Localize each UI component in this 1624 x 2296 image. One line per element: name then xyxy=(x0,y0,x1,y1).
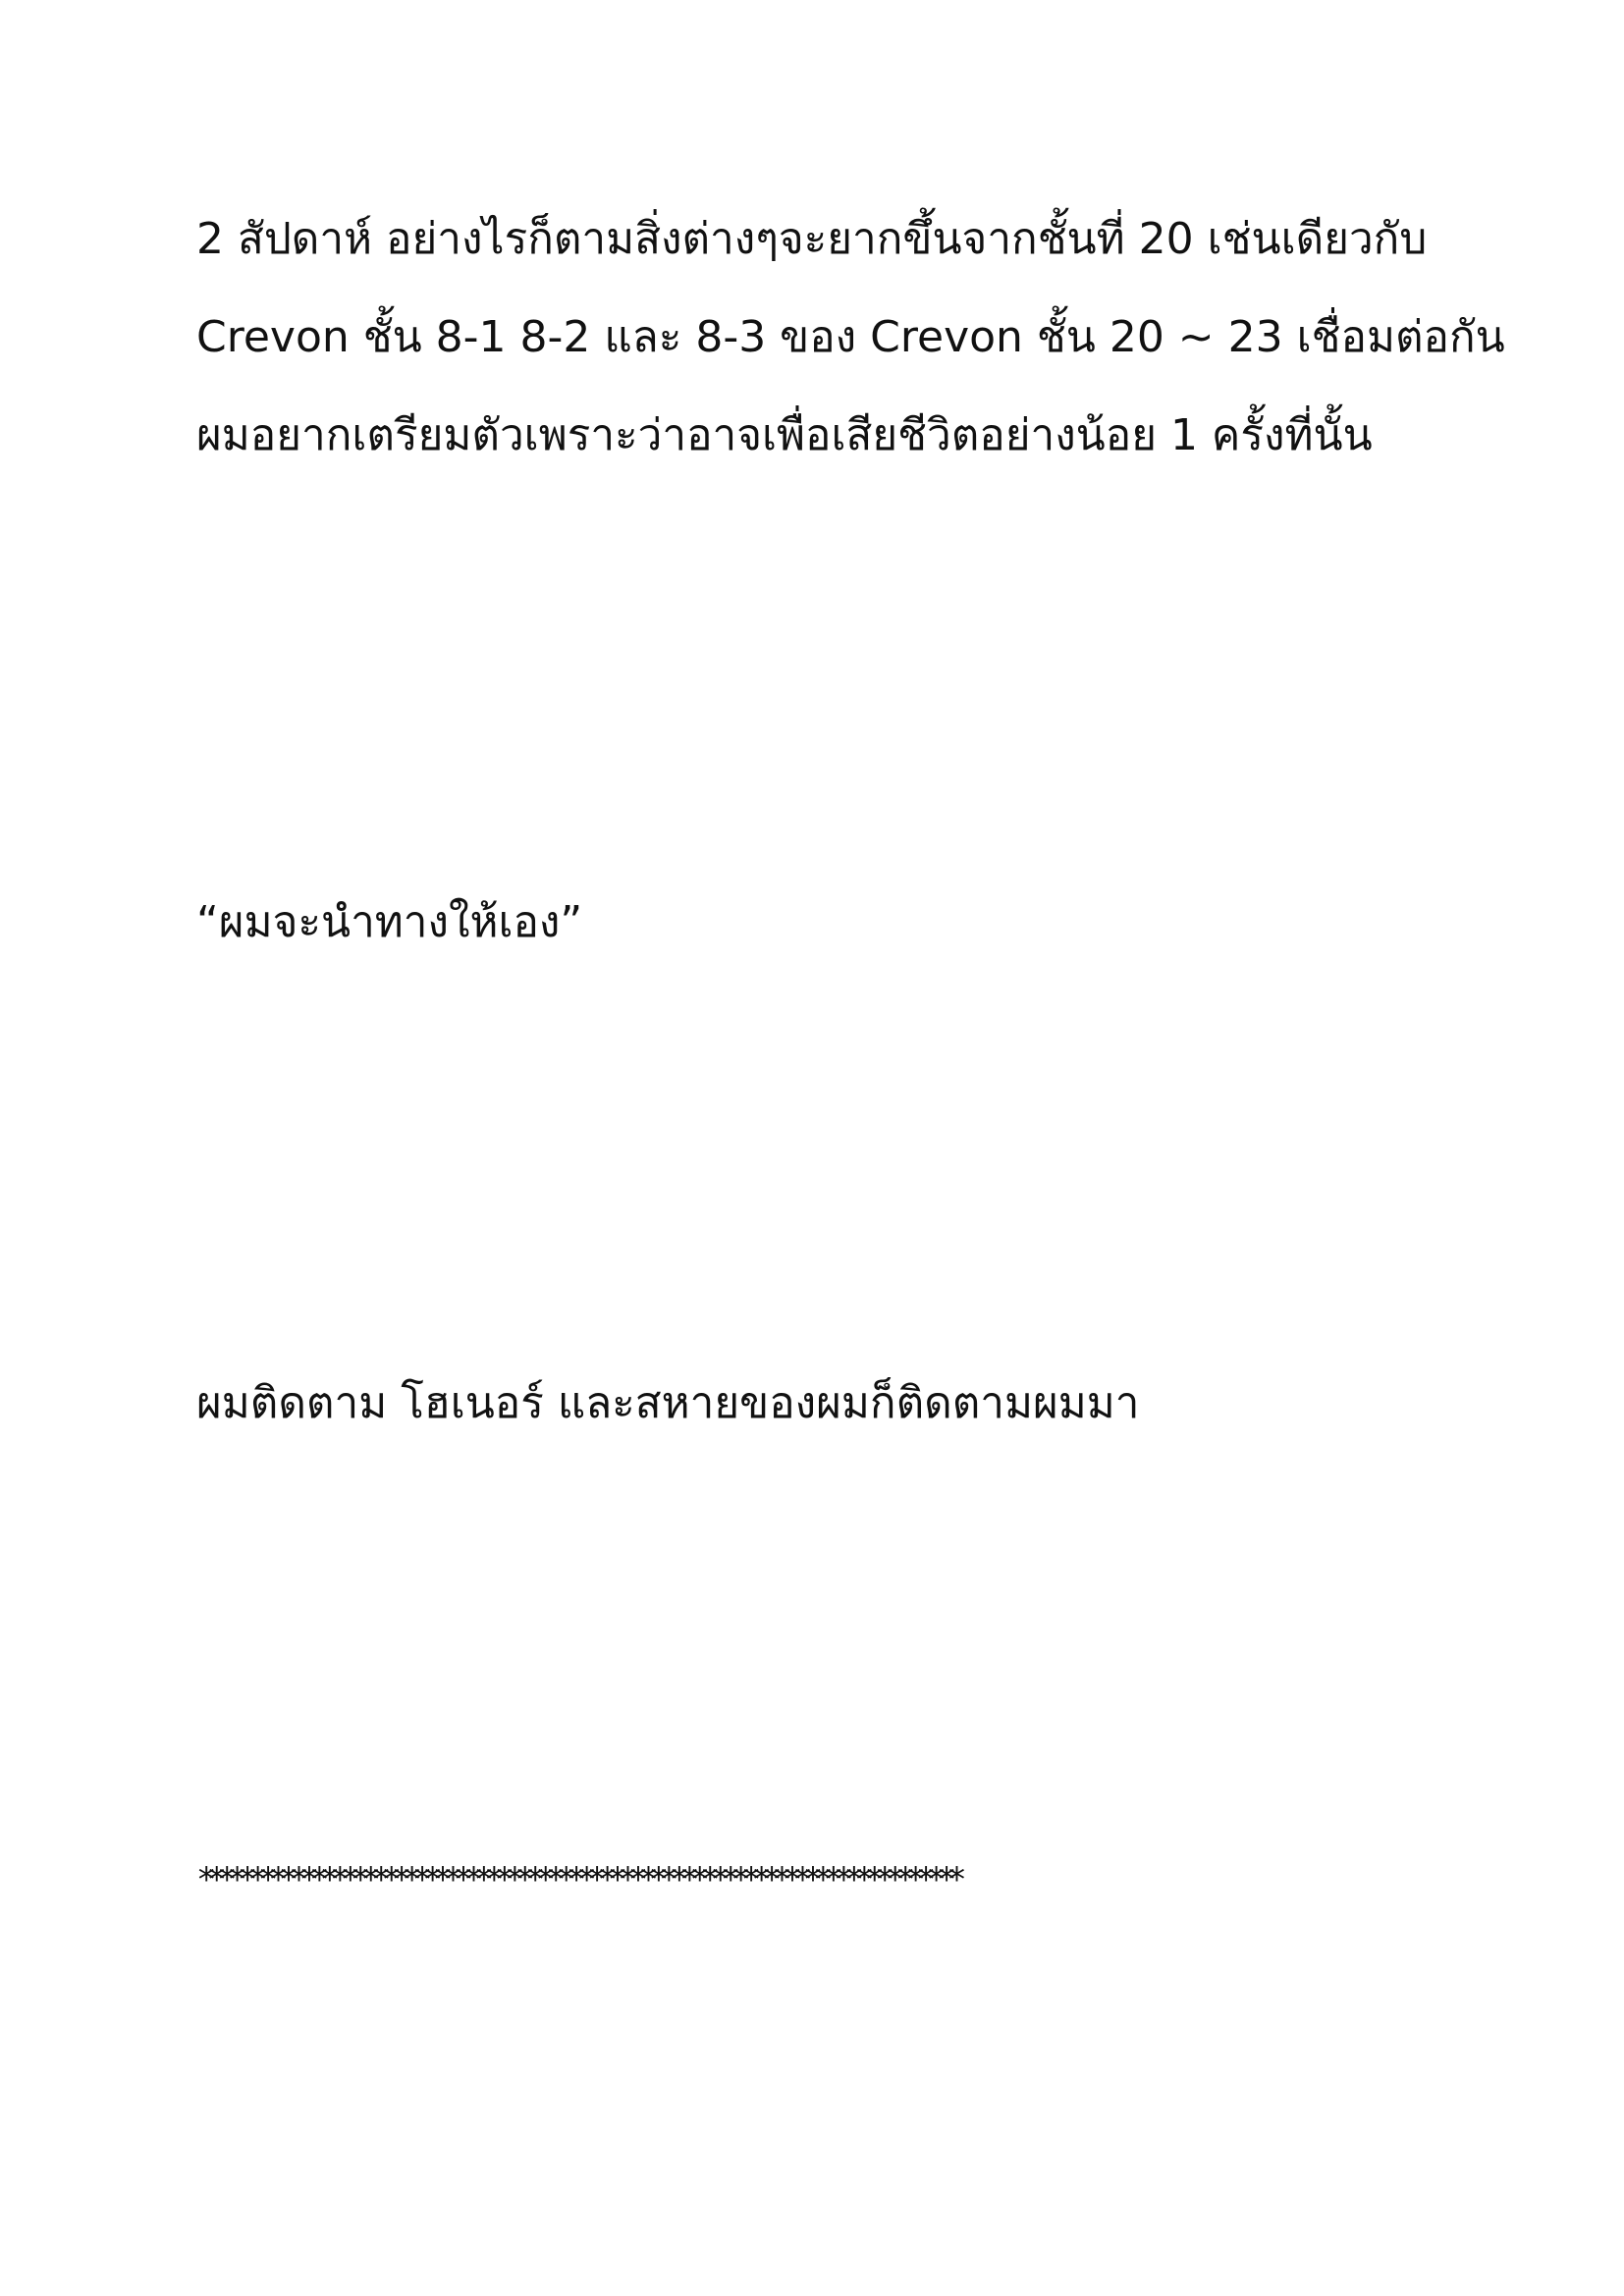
narration-line: ผมติดตาม โฮเนอร์ และสหายของผมก็ติดตามผมมา xyxy=(196,1378,1140,1428)
quote-line: “ผมจะนำทางให้เอง” xyxy=(196,897,583,947)
paragraph-2 xyxy=(196,897,1473,999)
paragraph-3 xyxy=(196,1378,1473,1480)
paragraph-1 xyxy=(196,214,1505,512)
asterisk-separator: ************************************************************************** xyxy=(196,1863,957,1896)
paragraph-1-line-2: Crevon ชั้น 8-1 8-2 และ 8-3 ของ Crevon ชั้น 20 ~ 23 เชื่อมต่อกัน xyxy=(196,312,1505,362)
paragraph-1-line-1: 2 สัปดาห์ อย่างไรก็ตามสิ่งต่างๆจะยากขึ้นจากชั้นที่ 20 เช่นเดียวกับ xyxy=(196,214,1428,264)
paragraph-1-line-3: ผมอยากเตรียมตัวเพราะว่าอาจเพื่อเสียชีวิตอย่างน้อย 1 ครั้งที่นั้น xyxy=(196,410,1373,460)
